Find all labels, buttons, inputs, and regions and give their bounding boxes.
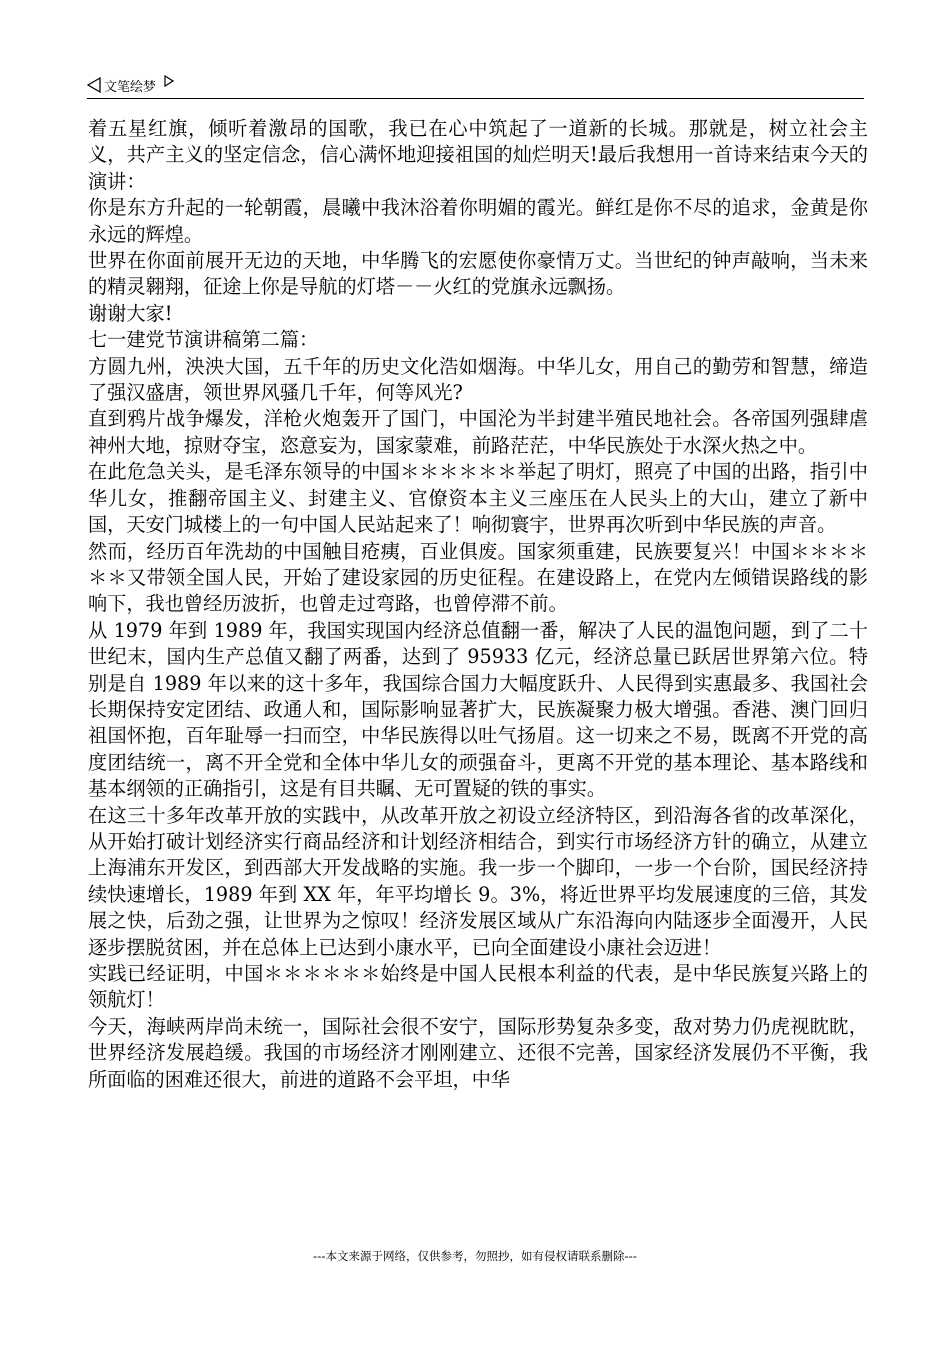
document-body: [88, 116, 868, 1093]
triangle-left-icon: [87, 77, 101, 93]
paragraph: 实践已经证明，中国＊＊＊＊＊＊始终是中国人民根本利益的代表，是中华民族复兴路上的领航灯！: [88, 962, 868, 1012]
paragraph: 然而，经历百年洗劫的中国触目疮痍，百业俱废。国家须重建，民族要复兴！中国＊＊＊＊＊＊又带领全国人民，开始了建设家园的历史征程。在建设路上，在党内左倾错误路线的影响下，我也曾经历波折，也曾走过弯路，也曾停滞不前。: [88, 539, 868, 616]
triangle-right-icon: [164, 75, 174, 87]
paragraph: 直到鸦片战争爆发，洋枪火炮轰开了国门，中国沦为半封建半殖民地社会。各帝国列强肆虐神州大地，掠财夺宝，恣意妄为，国家蒙难，前路茫茫，中华民族处于水深火热之中。: [88, 407, 868, 457]
paragraph: 世界在你面前展开无边的天地，中华腾飞的宏愿使你豪情万丈。当世纪的钟声敲响，当未来的精灵翱翔，征途上你是导航的灯塔－－火红的党旗永远飘扬。: [88, 249, 868, 299]
section-heading: 七一建党节演讲稿第二篇：: [88, 328, 319, 352]
paragraph: 在这三十多年改革开放的实践中，从改革开放之初设立经济特区，到沿海各省的改革深化，从开始打破计划经济实行商品经济和计划经济相结合，到实行市场经济方针的确立，从建立上海浦东开发区，到西部大开发战略的实施。我一步一个脚印，一步一个台阶，国民经济持续快速增长，1989 年到 XX 年，年平均增长 9。3%，将近世界平均发展速度的三倍，其发展之快，后劲之强，让世界为之惊叹！经济发展区域从广东沿海向内陆逐步全面漫开，人民逐步摆脱贫困，并在总体上已达到小康水平，已向全面建设小康社会迈进！: [88, 803, 868, 959]
paragraph: 今天，海峡两岸尚未统一，国际社会很不安宁，国际形势复杂多变，敌对势力仍虎视眈眈，世界经济发展趋缓。我国的市场经济才刚刚建立、还很不完善，国家经济发展仍不平衡，我所面临的困难还很大，前进的道路不会平坦，中华: [88, 1014, 868, 1091]
brand-text: 文笔绘梦: [104, 79, 157, 95]
paragraph: 方圆九州，泱泱大国，五千年的历史文化浩如烟海。中华儿女，用自己的勤劳和智慧，缔造了强汉盛唐，领世界风骚几千年，何等风光?: [88, 354, 868, 405]
paragraph: 你是东方升起的一轮朝霞，晨曦中我沐浴着你明媚的霞光。鲜红是你不尽的追求，金黄是你永远的辉煌。: [88, 196, 868, 246]
paragraph: 着五星红旗，倾听着激昂的国歌，我已在心中筑起了一道新的长城。那就是，树立社会主义，共产主义的坚定信念，信心满怀地迎接祖国的灿烂明天!最后我想用一首诗来结束今天的演讲：: [88, 117, 868, 193]
paragraph: 从 1979 年到 1989 年，我国实现国内经济总值翻一番，解决了人民的温饱问题，到了二十世纪末，国内生产总值又翻了两番，达到了 95933 亿元，经济总量已跃居世界第六位。特别是自 1989 年以来的这十多年，我国综合国力大幅度跃升、人民得到实惠最多、我国社会长期保持安定团结、政通人和，国际影响显著扩大，民族凝聚力极大增强。香港、澳门回归祖国怀抱，百年耻辱一扫而空，中华民族得以吐气扬眉。这一切来之不易，既离不开党的高度团结统一，离不开全党和全体中华儿女的顽强奋斗，更离不开党的基本理论、基本路线和基本纲领的正确指引，这是有目共瞩、无可置疑的铁的事实。: [88, 618, 868, 801]
page-header: [87, 74, 864, 99]
brand: [87, 74, 174, 96]
paragraph: 在此危急关头，是毛泽东领导的中国＊＊＊＊＊＊举起了明灯，照亮了中国的出路，指引中华儿女，推翻帝国主义、封建主义、官僚资本主义三座压在人民头上的大山，建立了新中国，天安门城楼上的一句中国人民站起来了！响彻寰宇，世界再次听到中华民族的声音。: [88, 460, 868, 537]
paragraph: 谢谢大家!: [88, 301, 173, 325]
footer-notice: ---本文来源于网络，仅供参考，勿照抄，如有侵权请联系删除---: [313, 1249, 637, 1263]
